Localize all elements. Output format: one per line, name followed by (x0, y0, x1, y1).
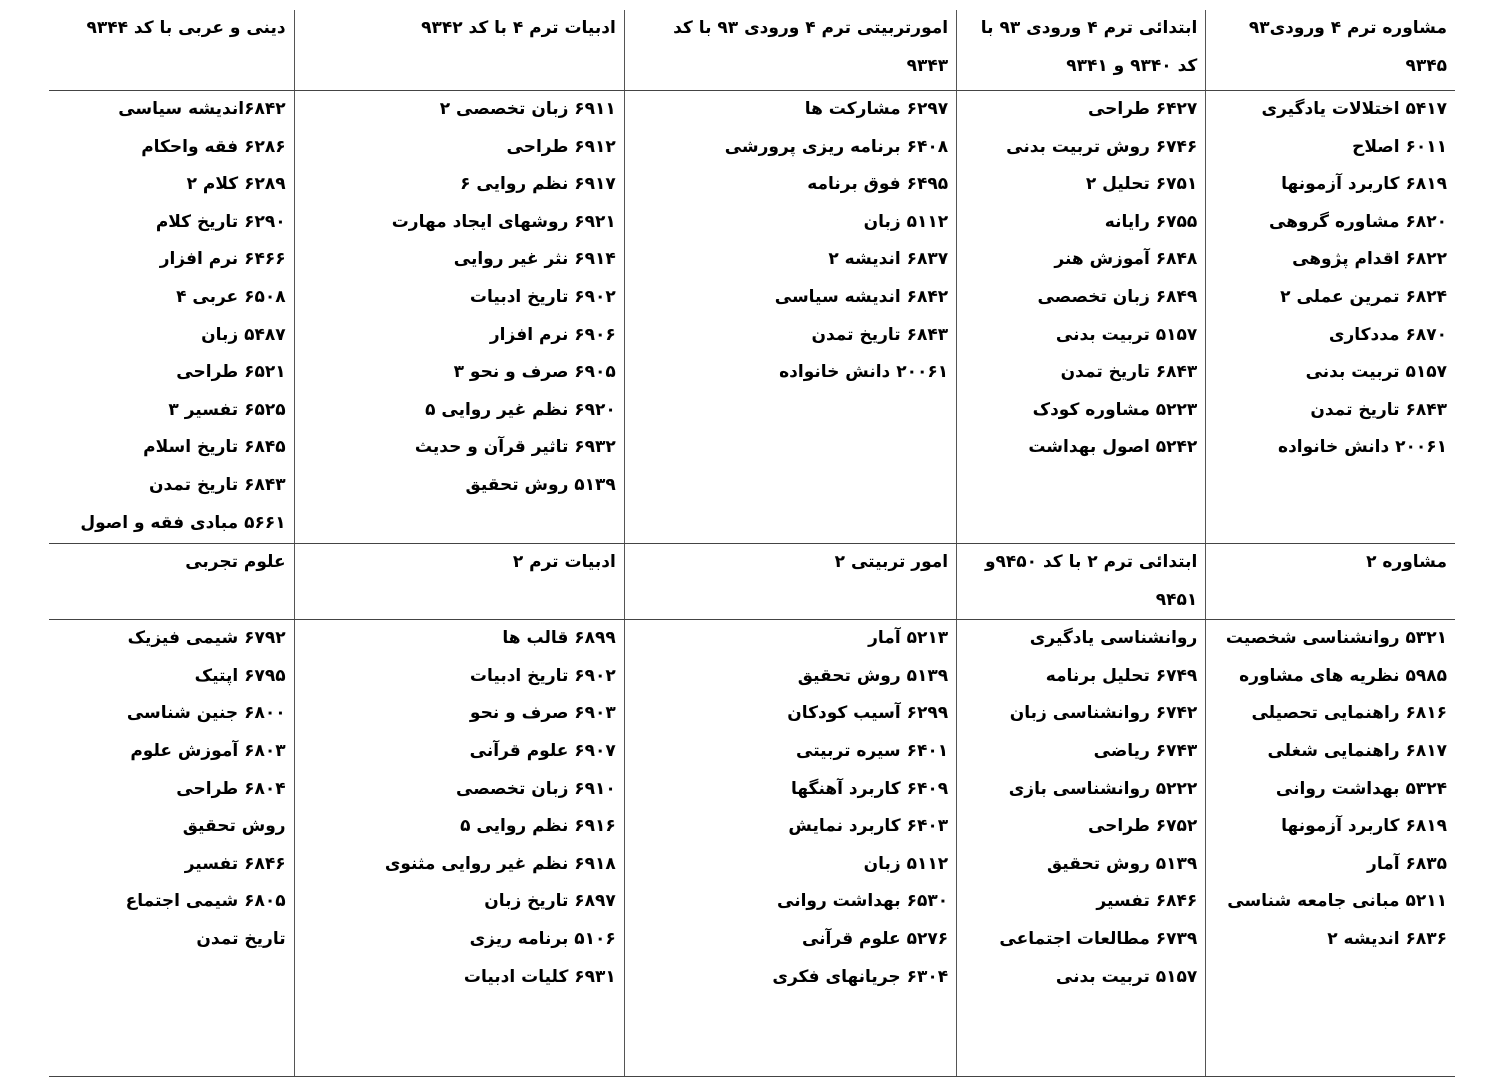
course-item: ۶۸۴۸ آموزش هنر (1054, 249, 1198, 270)
course-item: ۶۷۵۱ تحلیل ۲ (1085, 174, 1198, 195)
course-cell (294, 620, 624, 1077)
course-item: ۶۲۸۶ فقه واحکام (141, 136, 286, 157)
course-item: ۶۴۰۳ کاربرد نمایش (788, 816, 949, 837)
course-item: ۶۹۱۸ نظم غیر روایی مثنوی (384, 853, 616, 874)
course-item: ۶۹۱۴ نثر غیر روایی (453, 249, 616, 270)
course-item: ۶۴۹۵ فوق برنامه (807, 174, 949, 195)
course-item: ۶۸۹۷ تاریخ زبان (484, 891, 616, 912)
course-item: ۶۸۲۴ تمرین عملی ۲ (1280, 286, 1447, 307)
course-list (53, 91, 286, 542)
course-item: ۶۸۱۶ راهنمایی تحصیلی (1251, 703, 1447, 724)
course-item: ۵۲۱۳ آمار (868, 628, 949, 649)
course-list (961, 620, 1197, 996)
course-item: ۶۹۱۱ زبان تخصصی ۲ (439, 99, 616, 119)
course-item: ۶۹۱۰ زبان تخصصی (456, 778, 616, 799)
course-item: ۶۸۳۵ آمار (1367, 853, 1447, 874)
course-item: ۲۰۰۶۱ دانش خانواده (1278, 437, 1447, 458)
course-item: تاریخ تمدن (196, 928, 286, 949)
column-header-literature-term4: ادبیات ترم ۴ با کد ۹۳۴۲ (294, 10, 624, 91)
course-item: ۵۱۳۹ روش تحقیق (797, 665, 949, 686)
course-item: ۶۹۳۱ کلیات ادبیات (463, 966, 616, 987)
course-item: ۶۸۴۶ تفسیر (184, 853, 286, 874)
course-item: ۶۹۳۲ تاثیر قرآن و حدیث (414, 437, 616, 458)
course-cell (624, 620, 956, 1077)
course-item: ۶۸۳۷ اندیشه ۲ (828, 249, 949, 270)
course-item: ۶۹۲۱ روشهای ایجاد مهارت (391, 211, 616, 232)
course-item: ۵۱۳۹ روش تحقیق (465, 474, 616, 495)
course-item: روش تحقیق (182, 816, 286, 837)
course-item: ۶۷۴۶ روش تربیت بدنی (1006, 136, 1198, 157)
course-item: ۶۸۹۹ قالب ها (502, 628, 616, 649)
column-header-primary-term2: ابتدائی ترم ۲ با کد ۹۴۵۰و ۹۴۵۱ (957, 544, 1206, 620)
course-item: ۶۸۱۹ کاربرد آزمونها (1281, 816, 1447, 837)
course-item: ۶۷۵۲ طراحی (1087, 816, 1198, 837)
course-item: ۶۸۴۳ تاریخ تمدن (148, 474, 286, 495)
course-cell (49, 91, 294, 544)
course-item: ۲۰۰۶۱ دانش خانواده (779, 362, 949, 383)
course-item: ۶۸۳۶ اندیشه ۲ (1327, 928, 1447, 949)
course-item: ۶۷۳۹ مطالعات اجتماعی (999, 928, 1198, 949)
course-schedule-table (49, 10, 1455, 1077)
course-list-row-top (49, 91, 1455, 544)
course-item: ۶۸۱۹ کاربرد آزمونها (1281, 174, 1447, 195)
course-item: ۶۸۲۲ اقدام پژوهی (1292, 249, 1447, 270)
column-header-experimental-sciences: علوم تجربی (49, 544, 294, 620)
column-header-literature-term2: ادبیات ترم ۲ (294, 544, 624, 620)
course-item: ۵۱۵۷ تربیت بدنی (1305, 362, 1447, 383)
course-cell (957, 91, 1206, 544)
course-item: ۶۵۰۸ عربی ۴ (176, 286, 286, 307)
column-header-educational-affairs-2: امور تربیتی ۲ (624, 544, 956, 620)
course-item: ۶۰۱۱ اصلاح (1352, 136, 1447, 157)
header-row-bottom (49, 544, 1455, 620)
course-item: ۵۴۱۷ اختلالات یادگیری (1261, 99, 1447, 119)
course-item: ۶۸۰۴ طراحی (176, 778, 286, 799)
course-item: ۶۳۰۴ جریانهای فکری (772, 966, 949, 987)
course-item: ۶۸۴۶ تفسیر (1096, 891, 1198, 912)
course-list (1210, 620, 1447, 958)
course-item: ۶۴۰۹ کاربرد آهنگها (790, 778, 949, 799)
course-item: ۶۴۲۷ طراحی (1087, 99, 1198, 119)
course-item: ۵۱۵۷ تربیت بدنی (1055, 324, 1198, 345)
course-item: ۵۳۲۴ بهداشت روانی (1275, 778, 1447, 799)
course-item: ۵۲۴۲ اصول بهداشت (1028, 437, 1198, 458)
course-cell (624, 91, 956, 544)
course-list (629, 620, 948, 996)
course-item: ۶۹۱۲ طراحی (506, 136, 616, 157)
course-item: ۶۲۹۹ آسیب کودکان (787, 703, 949, 724)
course-item: ۶۹۰۲ تاریخ ادبیات (469, 286, 616, 307)
course-item: ۶۸۱۷ راهنمایی شغلی (1267, 740, 1447, 761)
course-list (1210, 91, 1447, 467)
course-item: ۵۳۲۱ روانشناسی شخصیت (1225, 628, 1447, 649)
course-item: ۶۴۰۱ سیره تربیتی (796, 740, 949, 761)
course-item: ۵۲۲۲ روانشناسی بازی (1008, 778, 1198, 799)
course-item: ۶۸۴۲ اندیشه سیاسی (774, 286, 949, 307)
course-item: ۶۷۹۵ اپتیک (194, 665, 286, 686)
course-item: ۵۱۳۹ روش تحقیق (1046, 853, 1198, 874)
course-item: ۶۲۸۹ کلام ۲ (186, 174, 286, 195)
course-item: ۵۴۸۷ زبان (201, 324, 286, 345)
course-cell (957, 620, 1206, 1077)
course-item: ۵۱۵۷ تربیت بدنی (1055, 966, 1198, 987)
course-item: ۶۸۷۰ مددکاری (1328, 324, 1447, 345)
course-item: ۶۸۰۰ جنین شناسی (126, 703, 286, 724)
course-item: ۶۸۰۵ شیمی اجتماع (125, 891, 286, 912)
course-cell (1206, 91, 1455, 544)
column-header-educational-affairs-term4: امورتربیتی ترم ۴ ورودی ۹۳ با کد ۹۳۴۳ (624, 10, 956, 91)
course-item: ۶۴۶۶ نرم افزار (159, 249, 286, 270)
course-item: ۶۴۰۸ برنامه ریزی پرورشی (724, 136, 949, 157)
course-cell (49, 620, 294, 1077)
course-item: ۶۷۴۹ تحلیل برنامه (1045, 665, 1198, 686)
course-item: ۶۹۱۷ نظم روایی ۶ (460, 174, 616, 195)
course-item: ۶۵۲۱ طراحی (176, 362, 286, 383)
course-item: ۶۹۰۲ تاریخ ادبیات (469, 665, 616, 686)
course-item: ۶۲۹۰ تاریخ کلام (155, 211, 286, 232)
course-item: ۵۲۷۶ علوم قرآنی (801, 928, 949, 949)
course-list-row-bottom (49, 620, 1455, 1077)
course-item: ۵۹۸۵ نظریه های مشاوره (1239, 665, 1447, 686)
course-list (53, 620, 286, 958)
column-header-counseling-term4: مشاوره ترم ۴ ورودی۹۳ ۹۳۴۵ (1206, 10, 1455, 91)
course-item: ۶۹۱۶ نظم روایی ۵ (460, 816, 616, 837)
course-item: ۵۱۰۶ برنامه ریزی (469, 928, 616, 949)
course-item: ۶۲۹۷ مشارکت ها (804, 99, 949, 119)
course-item: ۶۷۵۵ رایانه (1104, 211, 1198, 232)
course-item: ۵۲۱۱ مبانی جامعه شناسی (1227, 891, 1447, 912)
course-item: ۶۸۴۵ تاریخ اسلام (143, 437, 286, 458)
course-item: ۶۹۰۶ نرم افزار (489, 324, 616, 345)
course-item: ۶۸۴۲اندیشه سیاسی (118, 99, 286, 119)
course-item: ۶۸۴۹ زبان تخصصی (1037, 286, 1198, 307)
course-item: ۵۶۶۱ مبادی فقه و اصول (80, 512, 286, 533)
header-row-top (49, 10, 1455, 91)
course-item: ۵۱۱۲ زبان (863, 853, 949, 874)
course-cell (1206, 620, 1455, 1077)
course-item: روانشناسی یادگیری (1029, 628, 1198, 649)
course-item: ۶۹۲۰ نظم غیر روایی ۵ (425, 399, 616, 420)
course-item: ۶۷۴۳ ریاضی (1093, 740, 1198, 761)
column-header-religious-arabic: دینی و عربی با کد ۹۳۴۴ (49, 10, 294, 91)
course-item: ۶۷۹۲ شیمی فیزیک (127, 628, 286, 649)
course-item: ۶۸۰۳ آموزش علوم (130, 740, 286, 761)
course-item: ۶۸۴۳ تاریخ تمدن (1310, 399, 1447, 420)
course-item: ۶۵۲۵ تفسیر ۳ (168, 399, 286, 420)
course-item: ۶۷۴۲ روانشناسی زبان (1009, 703, 1198, 724)
column-header-primary-term4: ابتدائی ترم ۴ ورودی ۹۳ با کد ۹۳۴۰ و ۹۳۴۱ (957, 10, 1206, 91)
course-item: ۶۹۰۵ صرف و نحو ۳ (453, 362, 616, 383)
course-item: ۶۸۴۳ تاریخ تمدن (811, 324, 949, 345)
course-list (961, 91, 1197, 467)
course-list (629, 91, 948, 392)
course-item: ۶۹۰۳ صرف و نحو (469, 703, 616, 724)
column-header-counseling-2: مشاوره ۲ (1206, 544, 1455, 620)
course-item: ۶۸۴۳ تاریخ تمدن (1060, 362, 1198, 383)
course-list (299, 91, 616, 505)
course-list (299, 620, 616, 996)
course-item: ۵۲۲۳ مشاوره کودک (1032, 399, 1198, 420)
course-item: ۶۹۰۷ علوم قرآنی (469, 740, 616, 761)
course-cell (294, 91, 624, 544)
course-item: ۶۸۲۰ مشاوره گروهی (1269, 211, 1447, 232)
course-item: ۵۱۱۲ زبان (863, 211, 949, 232)
course-item: ۶۵۳۰ بهداشت روانی (777, 891, 949, 912)
